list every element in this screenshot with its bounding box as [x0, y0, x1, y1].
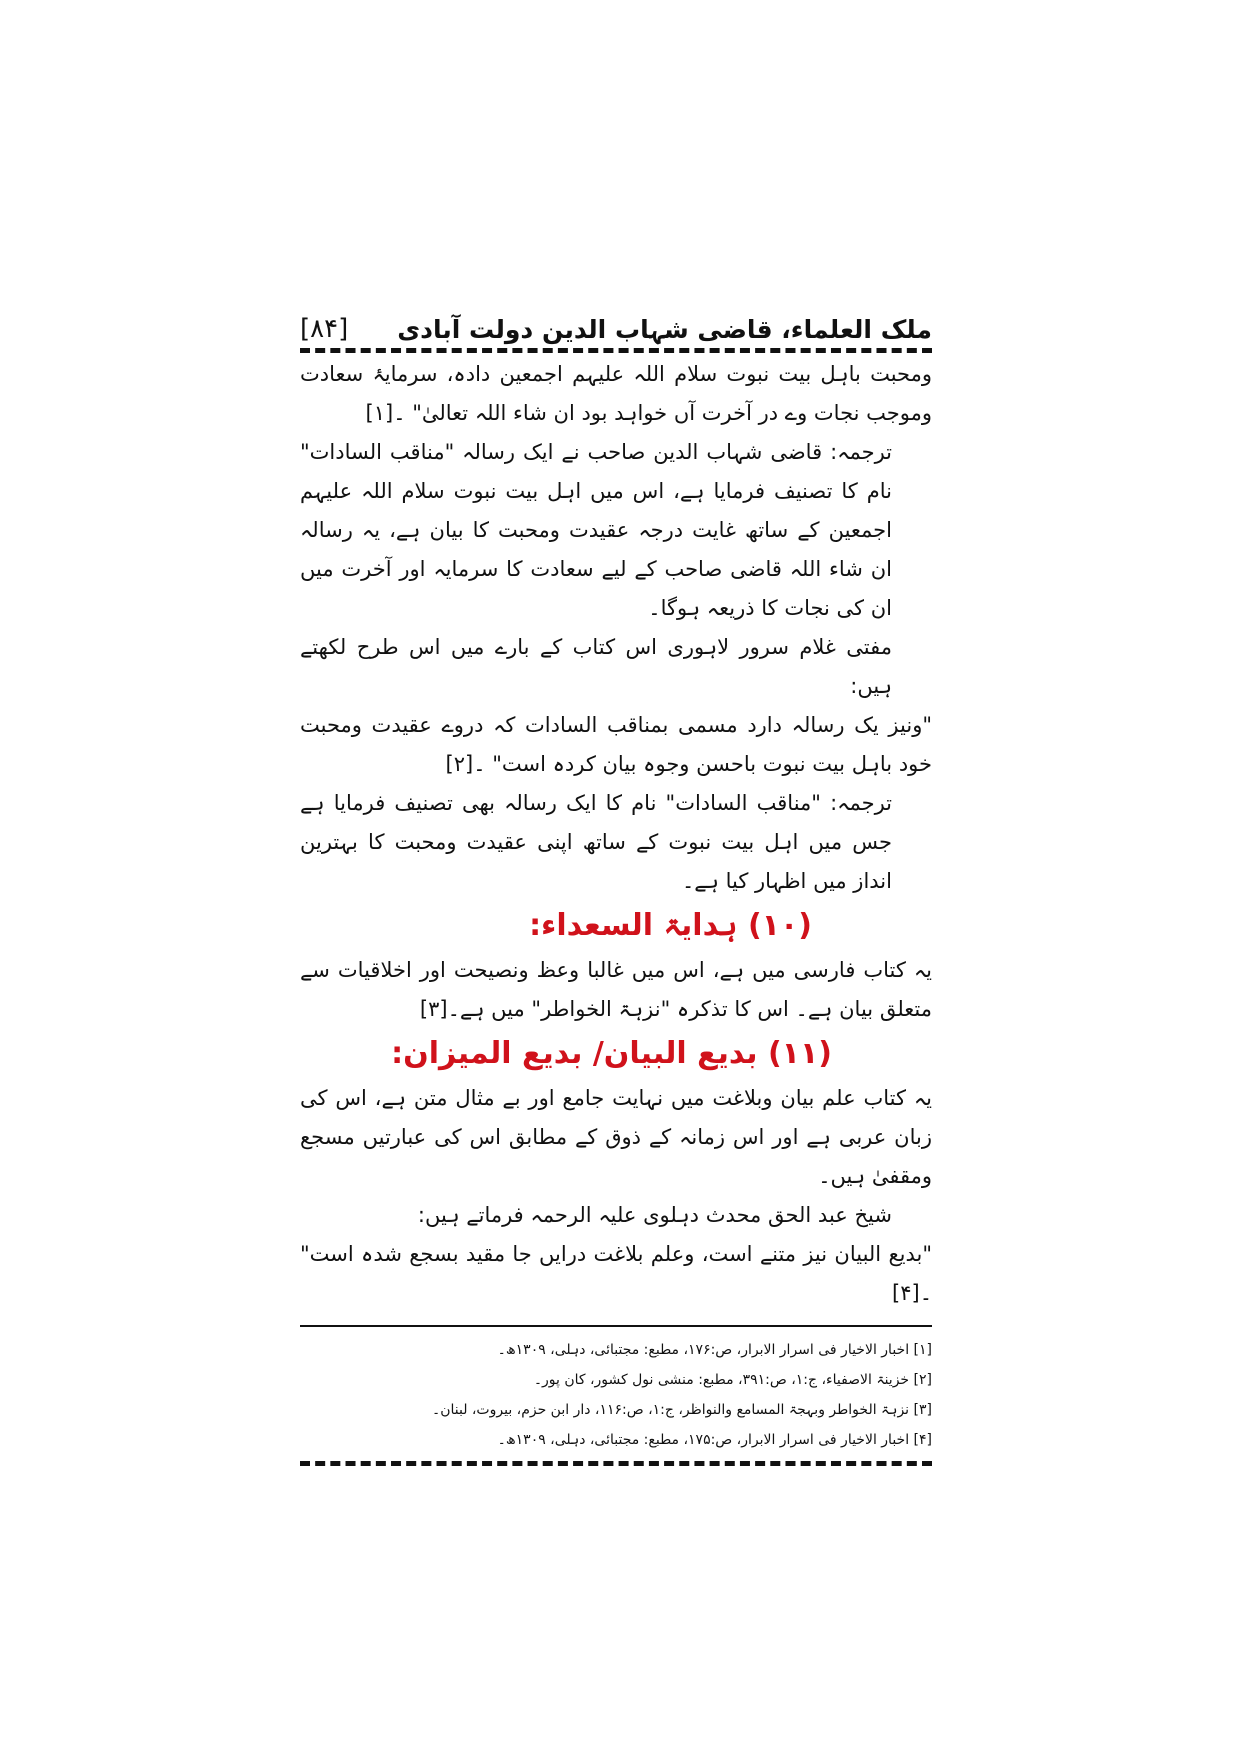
paragraph: ترجمہ: "مناقب السادات" نام کا ایک رسالہ بھی تصنیف فرمایا ہے جس میں اہل بیت نبوت کے ساتھ اپنی عقیدت ومحبت کا بہترین انداز میں اظہار کیا ہے۔: [300, 791, 892, 893]
page-number: [۸۴]: [300, 314, 349, 344]
footnotes: [300, 1335, 932, 1455]
footer-divider: [300, 1461, 932, 1466]
paragraph: شیخ عبد الحق محدث دہلوی علیہ الرحمہ فرماتے ہیں:: [417, 1203, 892, 1227]
paragraph: یہ کتاب فارسی میں ہے، اس میں غالبا وعظ ونصیحت اور اخلاقیات سے متعلق بیان ہے۔ اس کا تذکرہ "نزہۃ الخواطر" میں ہے۔[۳]: [300, 958, 932, 1021]
section-heading-10: (۱۰) ہدایۃ السعداء:: [529, 908, 812, 943]
running-header: [300, 300, 932, 344]
footnote-divider: [300, 1325, 932, 1327]
footnote: [۳] نزہۃ الخواطر وبہجۃ المسامع والنواظر، ج:۱، ص:۱۱۶، دار ابن حزم، بیروت، لبنان۔: [432, 1402, 932, 1418]
running-title: ملک العلماء، قاضی شہاب الدین دولت آبادی: [397, 315, 932, 344]
footnote: [۴] اخبار الاخیار فی اسرار الابرار، ص:۱۷۵، مطبع: مجتبائی، دہلی، ۱۳۰۹ھ۔: [497, 1432, 932, 1448]
paragraph: مفتی غلام سرور لاہوری اس کتاب کے بارے میں اس طرح لکھتے ہیں:: [300, 635, 892, 698]
paragraph: یہ کتاب علم بیان وبلاغت میں نہایت جامع اور بے مثال متن ہے، اس کی زبان عربی ہے اور اس زمانہ کے ذوق کے مطابق اس کی عبارتیں مسجع ومقفیٰ ہیں۔: [300, 1086, 932, 1188]
book-page: [300, 300, 932, 1468]
footnote: [۱] اخبار الاخیار فی اسرار الابرار، ص:۱۷۶، مطبع: مجتبائی، دہلی، ۱۳۰۹ھ۔: [497, 1342, 932, 1358]
section-heading-11: (۱۱) بدیع البیان/ بدیع المیزان:: [391, 1036, 832, 1071]
main-text: [300, 355, 932, 1313]
header-divider: [300, 348, 932, 353]
footnote: [۲] خزینۃ الاصفیاء، ج:۱، ص:۳۹۱، مطبع: منشی نول کشور، کان پور۔: [533, 1372, 932, 1388]
quote-paragraph: "بدیع البیان نیز متنے است، وعلم بلاغت درایں جا مقید بسجع شدہ است" ۔[۴]: [300, 1242, 932, 1305]
paragraph: ترجمہ: قاضی شہاب الدین صاحب نے ایک رسالہ "مناقب السادات" نام کا تصنیف فرمایا ہے، اس میں اہل بیت نبوت سلام اللہ علیہم اجمعین کے ساتھ غایت درجہ عقیدت ومحبت کا بیان ہے، یہ رسالہ ان شاء اللہ قاضی صاحب کے لیے سعادت کا سرمایہ اور آخرت میں ان کی نجات کا ذریعہ ہوگا۔: [300, 440, 892, 620]
paragraph: ومحبت باہل بیت نبوت سلام اللہ علیہم اجمعین دادہ، سرمایۂ سعادت وموجب نجات وے در آخرت آں خواہد بود ان شاء اللہ تعالیٰ" ۔[۱]: [300, 362, 932, 425]
quote-paragraph: "ونیز یک رسالہ دارد مسمی بمناقب السادات کہ دروے عقیدت ومحبت خود باہل بیت نبوت باحسن وجوہ بیان کردہ است" ۔[۲]: [300, 713, 932, 776]
